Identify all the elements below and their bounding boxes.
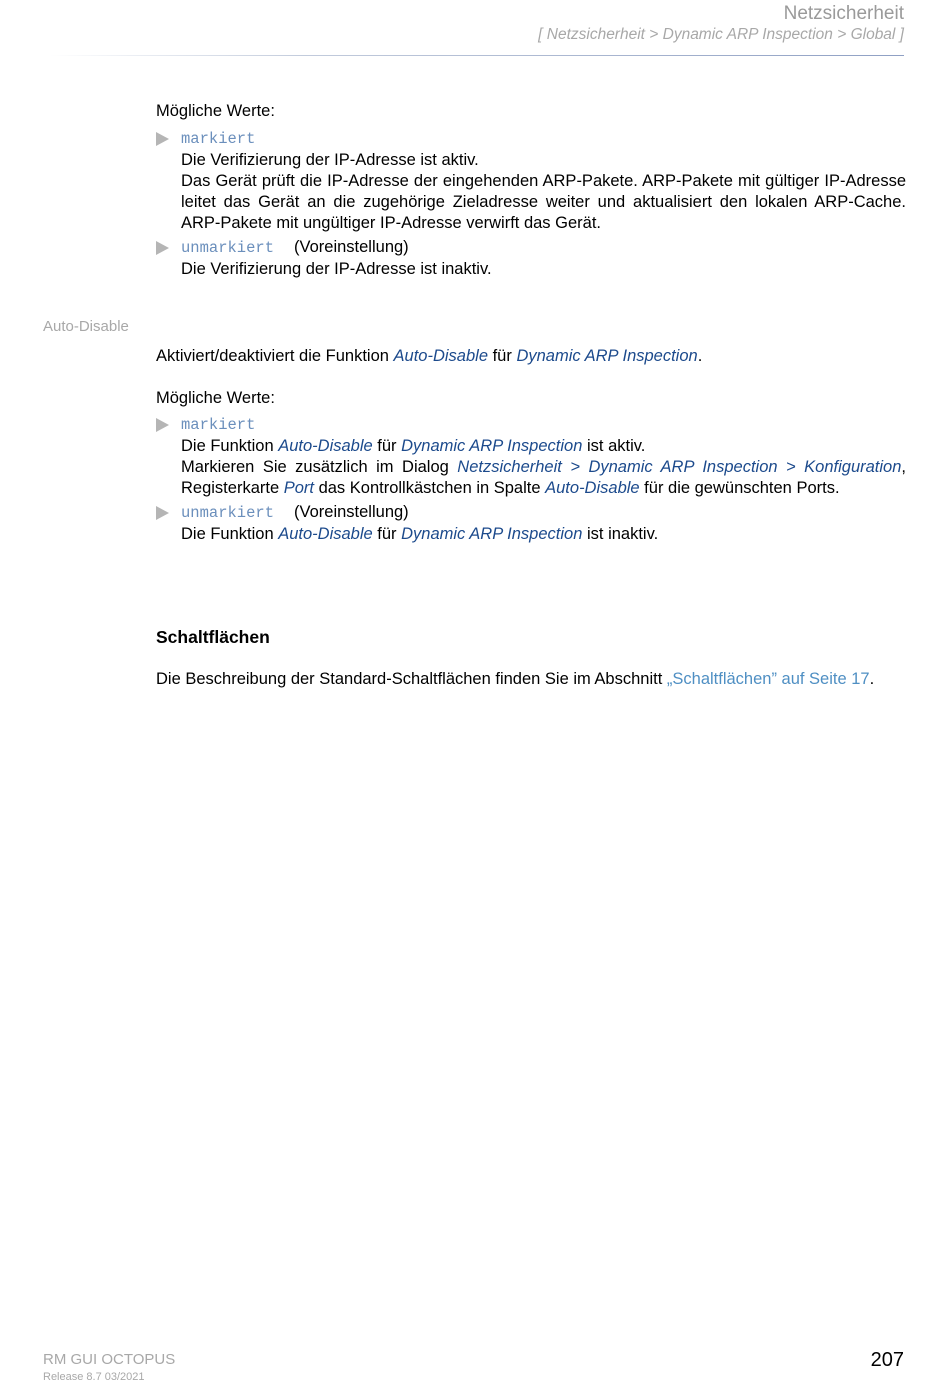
header-divider [50, 55, 904, 56]
bullet-triangle-icon [156, 418, 169, 432]
default-note: (Voreinstellung) [294, 238, 409, 256]
link-dynamic-arp-inspection[interactable]: Dynamic ARP Inspection [401, 525, 583, 543]
link-auto-disable[interactable]: Auto-Disable [278, 525, 373, 543]
option-description [181, 457, 906, 499]
text: Die Funktion [181, 525, 279, 543]
possible-values-label: Mögliche Werte: [156, 102, 275, 120]
header-title: Netzsicherheit [783, 3, 904, 24]
bullet-triangle-icon [156, 506, 169, 520]
text: . [697, 347, 703, 365]
option-description [181, 524, 906, 545]
possible-values-label: Mögliche Werte: [156, 389, 275, 407]
buttons-description [156, 669, 874, 690]
option-description: Die Verifizierung der IP-Adresse ist aktiv. [181, 151, 479, 169]
link-dialog-path[interactable]: Netzsicherheit > Dynamic ARP Inspection > Konfiguration [457, 458, 902, 476]
text: das Kontrollkästchen in Spalte [313, 479, 546, 497]
text: ist inaktiv. [582, 525, 659, 543]
text: für die gewünschten Ports. [639, 479, 840, 497]
option-code: unmarkiert [181, 504, 275, 522]
text: Markieren Sie zusätzlich im Dialog [181, 458, 458, 476]
bullet-triangle-icon [156, 241, 169, 255]
link-dynamic-arp-inspection[interactable]: Dynamic ARP Inspection [401, 437, 583, 455]
link-auto-disable[interactable]: Auto-Disable [393, 347, 488, 365]
option-code: unmarkiert [181, 239, 275, 257]
text: Die Beschreibung der Standard-Schaltflächen finden Sie im Abschnitt [156, 670, 667, 688]
parameter-label-auto-disable: Auto-Disable [43, 318, 129, 335]
footer-product: RM GUI OCTOPUS [43, 1351, 176, 1368]
option-description: Das Gerät prüft die IP-Adresse der eingehenden ARP-Pakete. ARP-Pakete mit gültiger IP-Adresse leitet das Gerät an die zugehörige Zieladresse weiter und aktualisiert den lokalen ARP-Cache. ARP-Pakete mit ungültiger IP-Adresse verwirft das Gerät. [181, 172, 906, 232]
text: Aktiviert/deaktiviert die Funktion [156, 347, 394, 365]
option-description [181, 436, 906, 457]
option-markiert [156, 128, 906, 234]
text: . [869, 670, 875, 688]
page-number: 207 [870, 1349, 904, 1371]
link-port-tab[interactable]: Port [283, 479, 314, 497]
option-code: markiert [181, 130, 256, 148]
header-breadcrumb: [ Netzsicherheit > Dynamic ARP Inspection > Global ] [538, 26, 904, 43]
option-code: markiert [181, 416, 256, 434]
option-description: Die Verifizierung der IP-Adresse ist inaktiv. [181, 260, 492, 278]
link-dynamic-arp-inspection[interactable]: Dynamic ARP Inspection [516, 347, 698, 365]
text: Die Funktion [181, 437, 279, 455]
cross-reference-link[interactable]: „Schaltflächen” auf Seite 17 [666, 670, 870, 688]
link-auto-disable-column[interactable]: Auto-Disable [545, 479, 640, 497]
text: für [488, 347, 517, 365]
option-unmarkiert [156, 237, 906, 280]
option-markiert [156, 414, 906, 499]
text: für [372, 437, 402, 455]
auto-disable-description [156, 346, 702, 367]
text: , Registerkarte [181, 458, 906, 497]
text: für [372, 525, 402, 543]
default-note: (Voreinstellung) [294, 503, 409, 521]
text: ist aktiv. [582, 437, 646, 455]
link-auto-disable[interactable]: Auto-Disable [278, 437, 373, 455]
option-unmarkiert [156, 502, 906, 545]
bullet-triangle-icon [156, 132, 169, 146]
section-title: Schaltflächen [156, 627, 270, 647]
footer-release: Release 8.7 03/2021 [43, 1371, 145, 1383]
